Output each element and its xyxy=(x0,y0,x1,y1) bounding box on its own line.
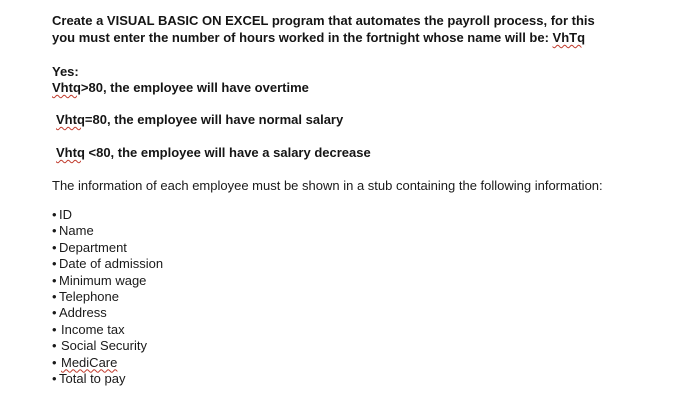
bullet: • xyxy=(52,289,57,305)
list-item xyxy=(52,322,163,338)
list-item xyxy=(52,223,163,239)
bullet: • xyxy=(52,239,57,255)
list-item xyxy=(52,256,163,272)
condition-text: =80, the employee will have normal salary xyxy=(84,112,344,127)
condition-overtime xyxy=(52,79,309,96)
list-item xyxy=(52,207,163,223)
condition-variable: Vhtq xyxy=(52,80,81,95)
bullet: • xyxy=(52,223,57,239)
list-item-label: Address xyxy=(59,305,107,321)
intro-variable-name: VhTq xyxy=(552,30,586,45)
list-item-label: MediCare xyxy=(61,354,118,370)
intro-line-2 xyxy=(52,29,585,46)
list-item xyxy=(52,273,163,289)
list-item-label: Name xyxy=(59,223,94,239)
list-item xyxy=(52,371,163,387)
list-item-label: Income tax xyxy=(61,321,125,337)
condition-variable: Vhtq xyxy=(56,112,85,127)
bullet: • xyxy=(52,354,57,370)
condition-normal xyxy=(56,111,343,128)
list-item xyxy=(52,355,163,371)
condition-text: >80, the employee will have overtime xyxy=(80,80,309,95)
bullet: • xyxy=(52,207,57,222)
list-item-label: ID xyxy=(59,207,72,222)
bullet: • xyxy=(52,272,57,288)
employee-fields-list xyxy=(52,207,163,387)
bullet: • xyxy=(52,338,57,354)
list-item-label: Minimum wage xyxy=(59,272,147,288)
list-item xyxy=(52,305,163,321)
condition-decrease xyxy=(56,144,371,161)
list-item xyxy=(52,289,163,305)
condition-text: <80, the employee will have a salary decrease xyxy=(84,145,371,160)
list-item-label: Department xyxy=(59,239,127,255)
condition-variable: Vhtq xyxy=(56,145,85,160)
intro-line-2-text: you must enter the number of hours worked in the fortnight whose name will be: xyxy=(52,30,553,45)
yes-label: Yes: xyxy=(52,64,79,79)
list-item-label: Social Security xyxy=(61,338,147,354)
intro-line-1: Create a VISUAL BASIC ON EXCEL program that automates the payroll process, for this xyxy=(52,13,595,28)
info-sentence: The information of each employee must be shown in a stub containing the following information: xyxy=(52,178,603,193)
list-item-label: Date of admission xyxy=(59,256,164,272)
bullet: • xyxy=(52,371,57,387)
bullet: • xyxy=(52,256,57,272)
list-item-label: Telephone xyxy=(59,289,119,305)
bullet: • xyxy=(52,321,57,337)
list-item-label: Total to pay xyxy=(59,371,126,387)
bullet: • xyxy=(52,305,57,321)
list-item xyxy=(52,338,163,354)
list-item xyxy=(52,240,163,256)
